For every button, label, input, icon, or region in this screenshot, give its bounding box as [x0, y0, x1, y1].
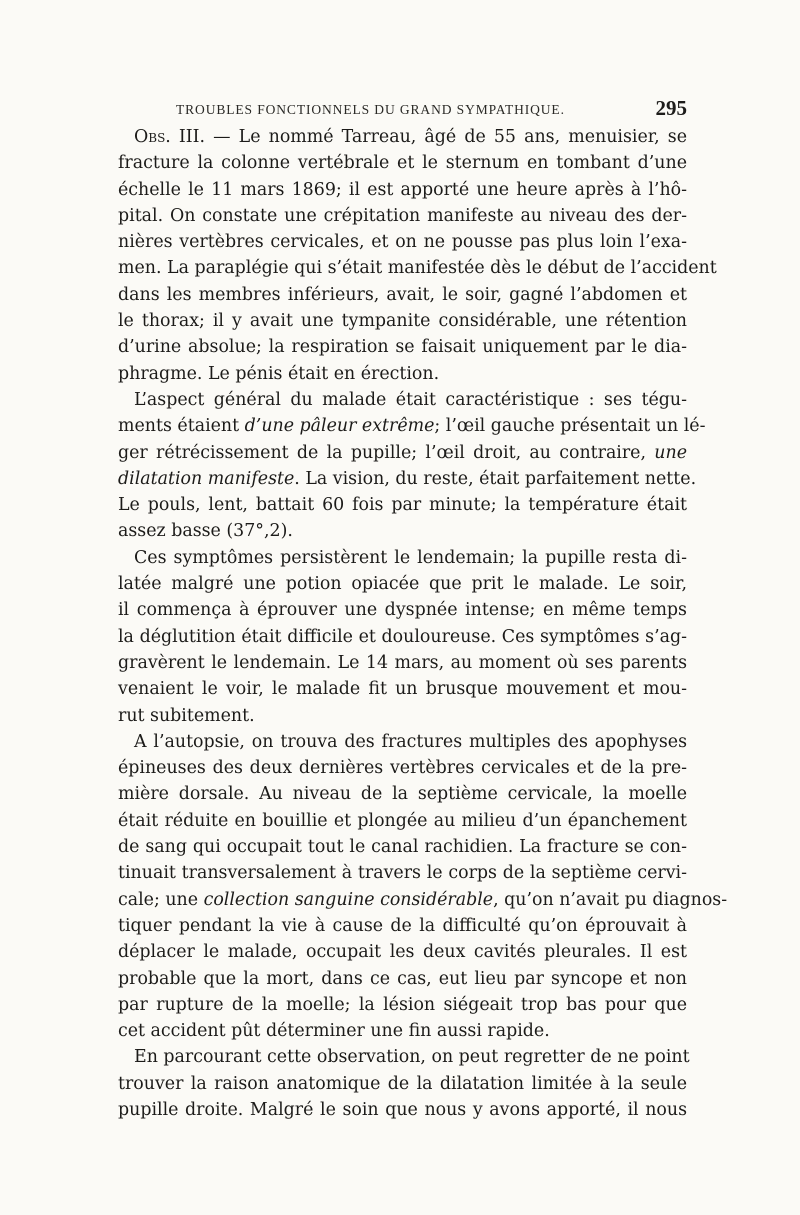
text-line	[118, 966, 687, 992]
page-number: 295	[655, 96, 687, 120]
text-line	[118, 440, 687, 466]
text-run: d’urine absolue; la respiration se faisait uniquement par le dia-	[118, 337, 687, 358]
text-line	[118, 729, 687, 755]
text-line	[118, 308, 687, 334]
text-line	[118, 781, 687, 807]
text-run: ments étaient	[118, 416, 245, 437]
text-run: mière dorsale. Au niveau de la septième cervicale, la moelle	[118, 784, 687, 805]
text-line	[118, 1044, 690, 1070]
obs-label: Obs. III.	[134, 127, 206, 147]
text-run: rut subitement.	[118, 705, 255, 726]
text-line	[118, 492, 687, 518]
text-run: était réduite en bouillie et plongée au milieu d’un épanchement	[118, 810, 687, 831]
italic-text: une	[654, 442, 687, 463]
text-run: dans les membres inférieurs, avait, le soir, gagné l’abdomen et	[118, 284, 687, 305]
text-line	[118, 703, 687, 729]
page-header	[118, 96, 687, 124]
text-line	[118, 282, 687, 308]
text-run: En parcourant cette observation, on peut regretter de ne point	[134, 1047, 690, 1068]
text-run: cet accident pût déterminer une fin aussi rapide.	[118, 1021, 550, 1042]
text-line	[118, 571, 687, 597]
text-line	[118, 755, 687, 781]
paragraph	[118, 729, 728, 1045]
text-line	[118, 808, 687, 834]
text-run: échelle le 11 mars 1869; il est apporté une heure après à l’hô-	[118, 179, 687, 200]
text-run: la déglutition était difficile et douloureuse. Ces symptômes s’ag-	[118, 626, 687, 647]
text-run: Ces symptômes persistèrent le lendemain; la pupille resta di-	[134, 547, 687, 568]
text-line	[118, 229, 687, 255]
text-line	[118, 913, 687, 939]
text-line	[118, 387, 687, 413]
text-line	[118, 413, 706, 439]
text-run: assez basse (37°,2).	[118, 521, 293, 542]
text-line	[118, 1018, 687, 1044]
text-run: il commença à éprouver une dyspnée intense; en même temps	[118, 600, 687, 621]
text-run: gravèrent le lendemain. Le 14 mars, au moment où ses parents	[118, 652, 687, 673]
text-run: latée malgré une potion opiacée que prit le malade. Le soir,	[118, 574, 687, 595]
paragraph	[118, 545, 687, 729]
text-run: cale; une	[118, 889, 204, 910]
text-line	[118, 1097, 687, 1123]
text-run: A l’autopsie, on trouva des fractures multiples des apophyses	[134, 731, 687, 752]
text-run: tinuait transversalement à travers le corps de la septième cervi-	[118, 863, 687, 884]
text-line	[118, 124, 687, 150]
text-run: fracture la colonne vertébrale et le sternum en tombant d’une	[118, 153, 687, 174]
text-line	[118, 650, 687, 676]
text-run: le thorax; il y avait une tympanite considérable, une rétention	[118, 311, 687, 332]
text-run: men. La paraplégie qui s’était manifestée dès le début de l’accident	[118, 258, 717, 279]
text-line	[118, 466, 697, 492]
text-line	[118, 887, 728, 913]
text-line	[118, 334, 687, 360]
text-run: , qu’on n’avait pu diagnos-	[493, 889, 728, 910]
paragraph	[118, 1044, 690, 1123]
text-line	[118, 860, 687, 886]
text-line	[118, 150, 687, 176]
text-line	[118, 939, 687, 965]
italic-text: collection sanguine considérable	[203, 889, 494, 910]
text-run: venaient le voir, le malade fit un brusque mouvement et mou-	[118, 679, 687, 700]
text-line	[118, 992, 687, 1018]
text-run: par rupture de la moelle; la lésion siégeait trop bas pour que	[118, 994, 687, 1015]
text-line	[118, 676, 687, 702]
text-run: ; l’œil gauche présentait un lé-	[434, 416, 706, 437]
text-run: trouver la raison anatomique de la dilatation limitée à la seule	[118, 1073, 687, 1094]
italic-text: d’une pâleur extrême	[244, 416, 435, 437]
text-run: pupille droite. Malgré le soin que nous y avons apporté, il nous	[118, 1099, 687, 1120]
italic-text: dilatation manifeste	[118, 468, 295, 489]
text-run: tiquer pendant la vie à cause de la difficulté qu’on éprouvait à	[118, 915, 687, 936]
text-line	[118, 255, 717, 281]
paragraph	[118, 387, 706, 545]
text-run: . La vision, du reste, était parfaitement nette.	[294, 468, 697, 489]
text-line	[118, 545, 687, 571]
body-text	[118, 124, 728, 1123]
text-line	[118, 361, 687, 387]
text-line	[118, 1071, 687, 1097]
paragraph	[118, 124, 717, 387]
running-title: TROUBLES FONCTIONNELS DU GRAND SYMPATHIQUE.	[176, 102, 565, 117]
text-run: pital. On constate une crépitation manifeste au niveau des der-	[118, 205, 687, 226]
text-run: — Le nommé Tarreau, âgé de 55 ans, menuisier, se	[205, 127, 687, 147]
text-run: Le pouls, lent, battait 60 fois par minute; la température était	[118, 495, 687, 516]
text-run: de sang qui occupait tout le canal rachidien. La fracture se con-	[118, 837, 687, 858]
text-line	[118, 834, 687, 860]
text-run: probable que la mort, dans ce cas, eut lieu par syncope et non	[118, 968, 687, 989]
text-run: L’aspect général du malade était caractéristique : ses tégu-	[134, 389, 687, 410]
text-run: épineuses des deux dernières vertèbres cervicales et de la pre-	[118, 758, 687, 779]
text-run: phragme. Le pénis était en érection.	[118, 363, 440, 384]
text-run: nières vertèbres cervicales, et on ne pousse pas plus loin l’exa-	[118, 232, 687, 253]
text-run: ger rétrécissement de la pupille; l’œil droit, au contraire,	[118, 442, 655, 463]
text-line	[118, 624, 687, 650]
text-line	[118, 518, 687, 544]
text-run: déplacer le malade, occupait les deux cavités pleurales. Il est	[118, 942, 687, 963]
text-line	[118, 177, 687, 203]
text-line	[118, 597, 687, 623]
text-line	[118, 203, 687, 229]
